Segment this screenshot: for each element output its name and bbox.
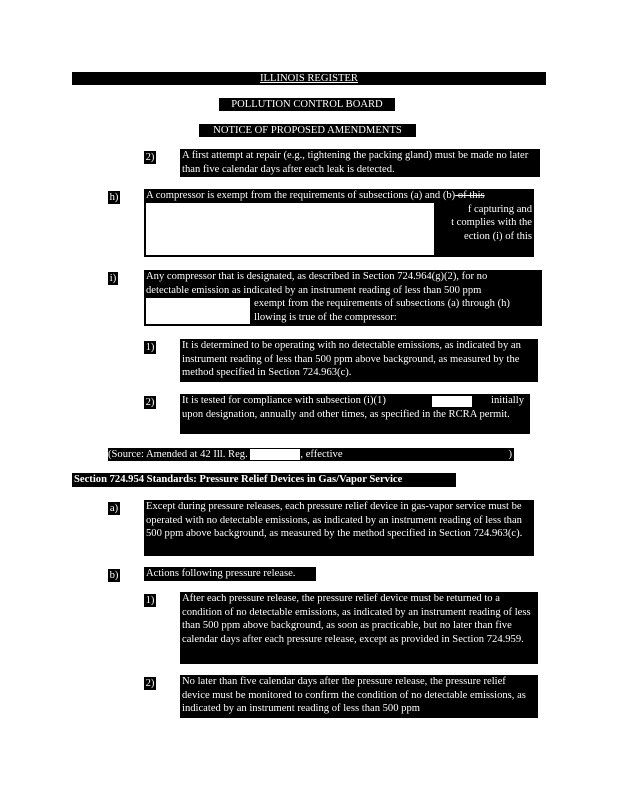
item-2-label: 2) — [145, 152, 155, 163]
item-i2-line1-end: initially — [491, 395, 524, 406]
section-724-954-heading: Section 724.954 Standards: Pressure Relief Devices in Gas/Vapor Service — [72, 473, 456, 487]
subsection-h-line4: ection (i) of this — [464, 230, 532, 242]
subsection-h-line1-main: A compressor is exempt from the requirements of subsections (a) and (b) — [146, 190, 456, 201]
section-a-text: Except during pressure releases, each pressure relief device in gas-vapor service must be operated with no detectable emissions, as indicated by an instrument reading of less than 500 ppm above background, as measured by the method specified in Section 724.963(c). — [144, 500, 534, 556]
item-i2-line2: upon designation, annually and other times, as specified in the RCRA permit. — [182, 408, 510, 420]
subsection-i-line2: detectable emission as indicated by an instrument reading of less than 500 ppm — [146, 284, 482, 296]
subsection-h-line3: t complies with the — [451, 217, 532, 228]
item-i1-label: 1) — [145, 342, 155, 353]
section-b2-text: No later than five calendar days after the pressure release, the pressure relief device must be monitored to confirm the condition of no detectable emissions, as indicated by an instrument reading of less than 500 ppm — [180, 675, 538, 718]
item-2-text: A first attempt at repair (e.g., tightening the packing gland) must be made no later than five calendar days after each leak is detected. — [180, 149, 540, 177]
source-note-effective: , effective — [300, 449, 343, 460]
item-i2-line1-main: It is tested for compliance with subsection (i)(1) — [182, 395, 386, 406]
board-title-text: POLLUTION CONTROL BOARD — [231, 99, 383, 110]
subsection-i-line1: Any compressor that is designated, as described in Section 724.964(g)(2), for no — [146, 271, 488, 282]
section-a-label: a) — [109, 503, 119, 514]
source-note-amended: (Source: Amended at 42 Ill. Reg. — [108, 449, 248, 460]
subsection-i-label: i) — [109, 273, 117, 284]
subsection-h-line2: f capturing and — [467, 203, 532, 215]
source-note — [108, 448, 514, 461]
register-title: ILLINOIS REGISTER — [260, 73, 358, 84]
subsection-i-line4: llowing is true of the compressor: — [254, 311, 397, 323]
item-i2-label: 2) — [145, 397, 155, 408]
board-title — [219, 98, 395, 111]
source-note-blank-reg — [250, 449, 300, 460]
redacted-region-h — [146, 203, 434, 255]
subsection-h-label: h) — [109, 192, 119, 203]
item-i2-block — [180, 394, 530, 434]
section-b-label: b) — [109, 570, 119, 581]
source-note-close: ) — [508, 449, 512, 460]
subsection-h-line1-strike: of this — [455, 190, 485, 201]
redacted-region-i — [146, 298, 250, 324]
notice-title — [199, 124, 416, 137]
register-title-bar — [72, 72, 546, 85]
redacted-region-i2 — [432, 396, 472, 407]
section-b1-label: 1) — [145, 595, 155, 606]
section-b2-label: 2) — [145, 678, 155, 689]
section-b-text: Actions following pressure release. — [144, 567, 316, 581]
item-i1-text: It is determined to be operating with no detectable emissions, as indicated by an instrument reading of less than 500 ppm above background, as measured by the method specified in Section 724.963(c). — [180, 339, 538, 382]
subsection-h-line1 — [146, 189, 532, 203]
notice-title-text: NOTICE OF PROPOSED AMENDMENTS — [213, 125, 402, 136]
subsection-i-line3: exempt from the requirements of subsections (a) through (h) — [254, 298, 510, 309]
item-i2-line1 — [182, 394, 528, 408]
section-b1-text: After each pressure release, the pressure relief device must be returned to a condition of no detectable emissions, as indicated by an instrument reading of less than 500 ppm above background, as soon as practicable, but no later than five calendar days after each pressure release, except as provided in Section 724.959. — [180, 592, 538, 664]
